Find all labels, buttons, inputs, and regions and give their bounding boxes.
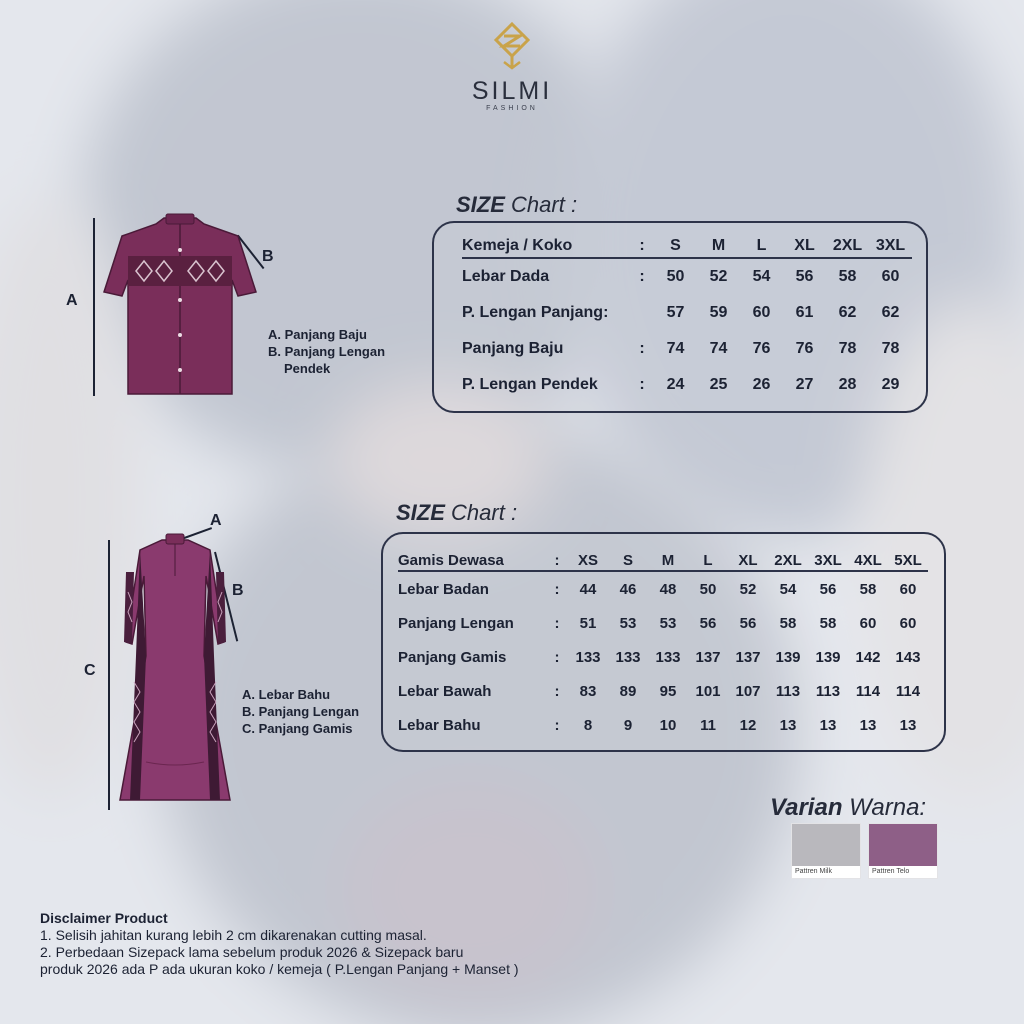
cell-value: 8 bbox=[583, 716, 593, 734]
koko-shirt-illustration bbox=[100, 210, 260, 400]
gamis-chart-title-rest: Chart : bbox=[451, 500, 518, 525]
cell-value: 76 bbox=[795, 340, 814, 357]
header-label: Kemeja / Koko bbox=[462, 237, 573, 254]
row-label: Lebar Bawah bbox=[398, 682, 492, 700]
size-header-m: M bbox=[661, 551, 675, 569]
cell-value: 133 bbox=[615, 648, 641, 666]
table-row bbox=[462, 295, 912, 331]
gamis-chart-title bbox=[396, 500, 517, 526]
swatch-pattren-telo[interactable] bbox=[869, 824, 937, 878]
swatch-label: Pattren Milk bbox=[795, 868, 832, 875]
koko-size-table-box bbox=[432, 221, 928, 413]
cell-value: 24 bbox=[666, 376, 685, 393]
cell-value: 56 bbox=[795, 268, 814, 285]
gamis-size-table-box bbox=[381, 532, 946, 752]
cell-value: 137 bbox=[695, 648, 721, 666]
koko-dim-label-b: B bbox=[262, 248, 274, 265]
table-header-row bbox=[398, 550, 928, 570]
cell-value: 74 bbox=[709, 340, 728, 357]
row-label: Lebar Dada bbox=[462, 268, 550, 285]
cell-value: 54 bbox=[779, 580, 797, 598]
cell-value: 44 bbox=[579, 580, 597, 598]
table-header-row bbox=[462, 235, 912, 257]
row-label: Lebar Bahu bbox=[398, 716, 481, 734]
cell-value: 56 bbox=[699, 614, 717, 632]
koko-dim-line-a bbox=[93, 218, 95, 396]
table-row bbox=[398, 606, 928, 640]
row-label: P. Lengan Pendek bbox=[462, 376, 598, 393]
cell-value: 58 bbox=[859, 580, 877, 598]
cell-value: 56 bbox=[819, 580, 837, 598]
cell-value: 61 bbox=[795, 304, 814, 321]
table-row bbox=[398, 640, 928, 674]
brand-logo bbox=[462, 22, 562, 112]
cell-value: 113 bbox=[775, 682, 801, 700]
table-row bbox=[462, 259, 912, 295]
koko-chart-title-bold: SIZE bbox=[456, 192, 505, 217]
cell-value: 60 bbox=[752, 304, 771, 321]
size-header-l: L bbox=[703, 551, 713, 569]
row-label: Lebar Badan bbox=[398, 580, 489, 598]
cell-value: 60 bbox=[899, 614, 917, 632]
cell-value: 133 bbox=[575, 648, 601, 666]
cell-value: 46 bbox=[619, 580, 637, 598]
cell-value: 74 bbox=[666, 340, 685, 357]
size-header-m: M bbox=[711, 237, 726, 254]
size-header-2xl: 2XL bbox=[774, 551, 802, 569]
size-header-s: S bbox=[670, 237, 681, 254]
cell-value: 12 bbox=[739, 716, 757, 734]
gamis-legend-b: B. Panjang Lengan bbox=[242, 704, 360, 719]
cell-value: 13 bbox=[899, 716, 917, 734]
cell-value: 10 bbox=[659, 716, 677, 734]
cell-value: 52 bbox=[709, 268, 728, 285]
koko-legend-a: A. Panjang Baju bbox=[268, 327, 367, 342]
row-sep bbox=[630, 295, 654, 331]
cell-value: 76 bbox=[752, 340, 771, 357]
table-row bbox=[398, 708, 928, 742]
row-sep: : bbox=[554, 614, 560, 632]
cell-value: 62 bbox=[881, 304, 900, 321]
row-sep: : bbox=[639, 268, 645, 285]
gamis-dim-line-c bbox=[108, 540, 110, 810]
size-header-xs: XS bbox=[577, 551, 598, 569]
cell-value: 142 bbox=[855, 648, 881, 666]
row-sep: : bbox=[639, 340, 645, 357]
cell-value: 51 bbox=[579, 614, 597, 632]
cell-value: 13 bbox=[859, 716, 877, 734]
cell-value: 101 bbox=[695, 682, 721, 700]
table-row bbox=[398, 674, 928, 708]
cell-value: 143 bbox=[895, 648, 921, 666]
cell-value: 114 bbox=[895, 682, 921, 700]
header-sep: : bbox=[639, 237, 645, 254]
cell-value: 53 bbox=[659, 614, 677, 632]
gamis-legend-a: A. Lebar Bahu bbox=[242, 687, 331, 702]
cell-value: 13 bbox=[819, 716, 837, 734]
varian-title bbox=[770, 794, 926, 822]
size-header-xl: XL bbox=[738, 551, 758, 569]
cell-value: 27 bbox=[795, 376, 814, 393]
size-header-4xl: 4XL bbox=[854, 551, 882, 569]
disclaimer-line: 2. Perbedaan Sizepack lama sebelum produk 2026 & Sizepack baru bbox=[40, 944, 464, 960]
size-header-3xl: 3XL bbox=[814, 551, 842, 569]
cell-value: 50 bbox=[699, 580, 717, 598]
cell-value: 62 bbox=[838, 304, 857, 321]
table-row bbox=[462, 367, 912, 403]
cell-value: 54 bbox=[752, 268, 771, 285]
table-row bbox=[462, 331, 912, 367]
cell-value: 114 bbox=[855, 682, 881, 700]
row-sep: : bbox=[554, 716, 560, 734]
row-sep: : bbox=[554, 682, 560, 700]
koko-legend-b: B. Panjang Lengan bbox=[268, 344, 386, 359]
cell-value: 60 bbox=[899, 580, 917, 598]
cell-value: 52 bbox=[739, 580, 757, 598]
cell-value: 53 bbox=[619, 614, 637, 632]
cell-value: 139 bbox=[815, 648, 841, 666]
cell-value: 59 bbox=[709, 304, 728, 321]
cell-value: 95 bbox=[659, 682, 677, 700]
swatch-label: Pattren Telo bbox=[872, 868, 910, 875]
cell-value: 78 bbox=[881, 340, 900, 357]
row-label: Panjang Baju bbox=[462, 340, 564, 357]
gamis-chart-title-bold: SIZE bbox=[396, 500, 445, 525]
cell-value: 26 bbox=[752, 376, 771, 393]
cell-value: 107 bbox=[735, 682, 761, 700]
swatch-color bbox=[792, 824, 860, 866]
row-sep: : bbox=[554, 580, 560, 598]
koko-size-table bbox=[462, 235, 912, 403]
size-header-5xl: 5XL bbox=[894, 551, 922, 569]
size-header-xl: XL bbox=[794, 237, 815, 254]
cell-value: 13 bbox=[779, 716, 797, 734]
header-sep: : bbox=[554, 551, 560, 569]
cell-value: 58 bbox=[819, 614, 837, 632]
cell-value: 83 bbox=[579, 682, 597, 700]
cell-value: 113 bbox=[815, 682, 841, 700]
table-row bbox=[398, 572, 928, 606]
cell-value: 48 bbox=[659, 580, 677, 598]
cell-value: 78 bbox=[838, 340, 857, 357]
cell-value: 137 bbox=[735, 648, 761, 666]
size-header-2xl: 2XL bbox=[832, 237, 863, 254]
disclaimer bbox=[40, 910, 519, 978]
logo-mark-icon bbox=[492, 22, 532, 70]
cell-value: 29 bbox=[881, 376, 900, 393]
cell-value: 58 bbox=[838, 268, 857, 285]
size-header-l: L bbox=[756, 237, 767, 254]
cell-value: 139 bbox=[775, 648, 801, 666]
gamis-legend bbox=[242, 686, 359, 737]
cell-value: 60 bbox=[881, 268, 900, 285]
cell-value: 133 bbox=[655, 648, 681, 666]
koko-legend bbox=[268, 326, 385, 377]
swatch-pattren-milk[interactable] bbox=[792, 824, 860, 878]
cell-value: 25 bbox=[709, 376, 728, 393]
cell-value: 57 bbox=[666, 304, 685, 321]
swatch-color bbox=[869, 824, 937, 866]
disclaimer-line: 1. Selisih jahitan kurang lebih 2 cm dikarenakan cutting masal. bbox=[40, 927, 427, 943]
gamis-dim-label-c: C bbox=[84, 662, 96, 679]
row-label: Panjang Lengan bbox=[398, 614, 514, 632]
brand-name: SILMI bbox=[471, 77, 553, 105]
cell-value: 9 bbox=[623, 716, 633, 734]
koko-chart-title bbox=[456, 192, 577, 218]
koko-legend-b-cont: Pendek bbox=[284, 361, 331, 376]
cell-value: 50 bbox=[666, 268, 685, 285]
disclaimer-line: produk 2026 ada P ada ukuran koko / kemeja ( P.Lengan Panjang + Manset ) bbox=[40, 961, 519, 977]
size-header-3xl: 3XL bbox=[875, 237, 906, 254]
cell-value: 28 bbox=[838, 376, 857, 393]
cell-value: 89 bbox=[619, 682, 637, 700]
cell-value: 60 bbox=[859, 614, 877, 632]
row-sep: : bbox=[554, 648, 560, 666]
gamis-dim-label-a: A bbox=[210, 512, 222, 529]
cell-value: 58 bbox=[779, 614, 797, 632]
gamis-dress-illustration bbox=[112, 532, 238, 808]
cell-value: 56 bbox=[739, 614, 757, 632]
gamis-size-table bbox=[398, 550, 928, 742]
cell-value: 11 bbox=[700, 716, 716, 734]
size-header-s: S bbox=[622, 551, 633, 569]
varian-title-rest: Warna: bbox=[849, 794, 927, 821]
row-sep: : bbox=[639, 376, 645, 393]
koko-dim-label-a: A bbox=[66, 292, 78, 309]
header-label: Gamis Dewasa bbox=[398, 551, 504, 569]
row-label: Panjang Gamis bbox=[398, 648, 507, 666]
row-label: P. Lengan Panjang: bbox=[462, 304, 609, 321]
koko-chart-title-rest: Chart : bbox=[511, 192, 578, 217]
gamis-dim-label-b: B bbox=[232, 582, 244, 599]
varian-title-bold: Varian bbox=[770, 794, 843, 821]
brand-sub: FASHION bbox=[486, 105, 538, 112]
gamis-legend-c: C. Panjang Gamis bbox=[242, 721, 353, 736]
disclaimer-title: Disclaimer Product bbox=[40, 910, 168, 926]
